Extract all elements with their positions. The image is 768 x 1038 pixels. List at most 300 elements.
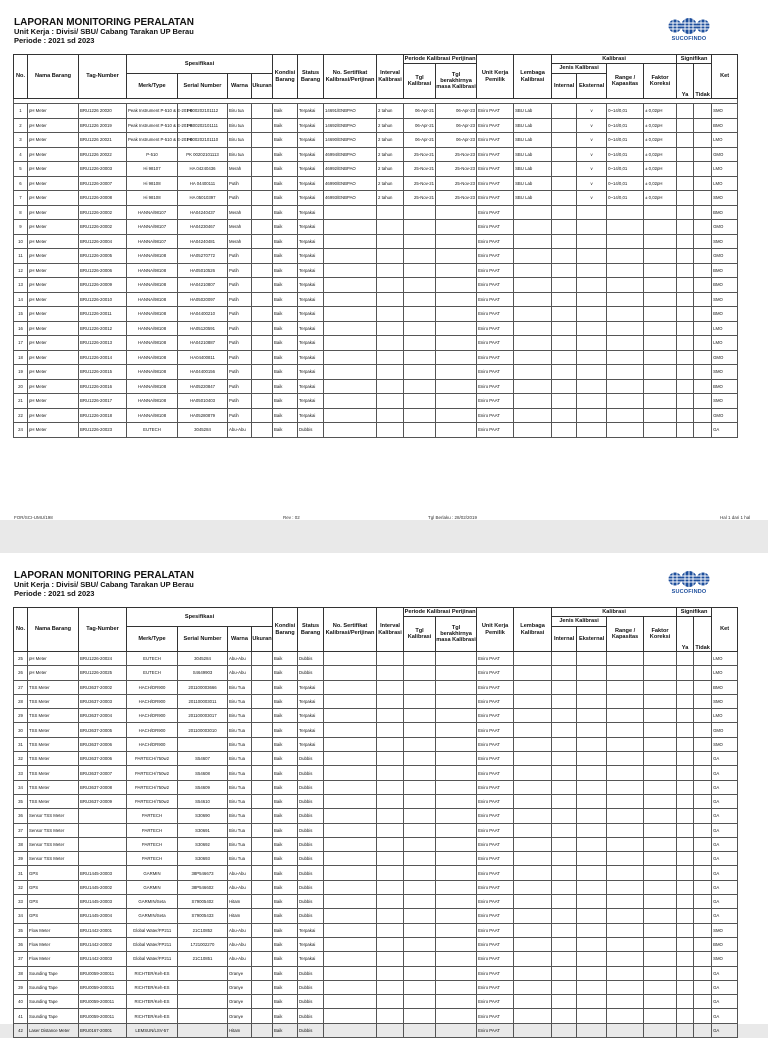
- cell-internal: [552, 752, 577, 766]
- cell-merk: RICHTER/Keh-ES: [127, 995, 178, 1009]
- col-ukuran: Ukuran: [252, 627, 273, 652]
- table-row: [14, 336, 738, 351]
- cell-internal: [552, 823, 577, 837]
- cell-serial: S30693: [178, 852, 228, 866]
- cell-tgl-berakhir: [436, 909, 477, 923]
- cell-ukuran: [252, 336, 273, 351]
- cell-range: [607, 652, 644, 666]
- cell-tag-number: BRU1226-20025: [79, 666, 127, 680]
- cell-no: 4: [14, 147, 28, 162]
- cell-sertifikat: [324, 909, 377, 923]
- cell-warna: Biru Tua: [228, 809, 252, 823]
- cell-tidak: [694, 205, 712, 220]
- cell-tgl-berakhir: [436, 394, 477, 409]
- cell-tgl-kalibrasi: [404, 680, 436, 694]
- cell-range: [607, 1009, 644, 1023]
- cell-ukuran: [252, 147, 273, 162]
- cell-tgl-berakhir: [436, 278, 477, 293]
- cell-ya: [677, 694, 694, 708]
- cell-warna: Oranye: [228, 995, 252, 1009]
- cell-ya: [677, 205, 694, 220]
- cell-sertifikat: [324, 652, 377, 666]
- cell-merk: LEMSUN/LSV-57: [127, 1023, 178, 1037]
- cell-lembaga: [514, 307, 552, 322]
- cell-serial: 21C10852: [178, 923, 228, 937]
- cell-merk: HANNA/98107: [127, 234, 178, 249]
- cell-kondisi: Baik: [273, 852, 298, 866]
- cell-faktor: [644, 766, 677, 780]
- cell-faktor: [644, 995, 677, 1009]
- cell-no: 12: [14, 263, 28, 278]
- cell-nama-barang: Flow Meter: [28, 923, 79, 937]
- cell-tgl-kalibrasi: [404, 350, 436, 365]
- cell-internal: [552, 923, 577, 937]
- cell-warna: Putih: [228, 321, 252, 336]
- cell-warna: Hitam: [228, 895, 252, 909]
- cell-nama-barang: pH Meter: [28, 307, 79, 322]
- cell-serial: HA 04240436: [178, 162, 228, 177]
- cell-unit-pemilik: Eniro PAAT: [477, 923, 514, 937]
- cell-nama-barang: Sensor TSS Meter: [28, 837, 79, 851]
- cell-eksternal: [577, 852, 607, 866]
- cell-sertifikat: [324, 780, 377, 794]
- cell-merk: EUTECH: [127, 652, 178, 666]
- col-eksternal: Eksternal: [577, 74, 607, 99]
- cell-internal: [552, 809, 577, 823]
- cell-interval: [377, 737, 404, 751]
- cell-no: 28: [14, 694, 28, 708]
- cell-ket: GA: [712, 866, 738, 880]
- cell-sertifikat: [324, 249, 377, 264]
- cell-kondisi: Baik: [273, 966, 298, 980]
- cell-nama-barang: TSS Meter: [28, 752, 79, 766]
- cell-tidak: [694, 234, 712, 249]
- cell-tgl-kalibrasi: [404, 652, 436, 666]
- cell-interval: [377, 680, 404, 694]
- col-status: Status Barang: [298, 608, 324, 652]
- cell-status: Terpakai: [298, 191, 324, 206]
- table-row: [14, 995, 738, 1009]
- cell-range: [607, 780, 644, 794]
- cell-ket: LMO: [712, 709, 738, 723]
- cell-ket: GMO: [712, 220, 738, 235]
- cell-interval: [377, 923, 404, 937]
- cell-warna: Putih: [228, 249, 252, 264]
- cell-interval: [377, 809, 404, 823]
- cell-lembaga: [514, 709, 552, 723]
- cell-interval: [377, 408, 404, 423]
- table-row: [14, 852, 738, 866]
- cell-lembaga: [514, 278, 552, 293]
- cell-ukuran: [252, 104, 273, 119]
- cell-range: [607, 937, 644, 951]
- cell-nama-barang: pH Meter: [28, 365, 79, 380]
- cell-nama-barang: TSS Meter: [28, 680, 79, 694]
- cell-unit-pemilik: Eniro PAAT: [477, 249, 514, 264]
- cell-sertifikat: [324, 752, 377, 766]
- cell-no: 24: [14, 423, 28, 438]
- cell-unit-pemilik: Eniro PAAT: [477, 133, 514, 148]
- cell-tgl-kalibrasi: [404, 336, 436, 351]
- cell-ya: [677, 1023, 694, 1037]
- col-signifikan: Signifikan: [677, 55, 712, 64]
- cell-tidak: [694, 809, 712, 823]
- cell-tgl-kalibrasi: [404, 394, 436, 409]
- cell-eksternal: [577, 652, 607, 666]
- cell-lembaga: [514, 1009, 552, 1023]
- cell-warna: Oranye: [228, 966, 252, 980]
- cell-eksternal: [577, 923, 607, 937]
- cell-ya: [677, 133, 694, 148]
- cell-interval: [377, 694, 404, 708]
- cell-tag-number: BRU1226-20023: [79, 423, 127, 438]
- cell-ket: LMO: [712, 652, 738, 666]
- cell-tgl-berakhir: [436, 866, 477, 880]
- cell-ket: GA: [712, 895, 738, 909]
- table-row: [14, 937, 738, 951]
- cell-internal: [552, 1009, 577, 1023]
- cell-no: 11: [14, 249, 28, 264]
- cell-nama-barang: pH Meter: [28, 350, 79, 365]
- cell-ukuran: [252, 118, 273, 133]
- cell-status: Terpakai: [298, 321, 324, 336]
- cell-status: Dubbis: [298, 794, 324, 808]
- cell-status: Terpakai: [298, 118, 324, 133]
- cell-interval: [377, 780, 404, 794]
- cell-warna: Merah: [228, 234, 252, 249]
- cell-tgl-berakhir: [436, 823, 477, 837]
- cell-lembaga: [514, 937, 552, 951]
- cell-serial: 3045284: [178, 652, 228, 666]
- table-row: [14, 176, 738, 191]
- cell-warna: Putih: [228, 350, 252, 365]
- cell-eksternal: [577, 937, 607, 951]
- cell-warna: Biru Tua: [228, 694, 252, 708]
- cell-warna: Biru Tua: [228, 752, 252, 766]
- cell-unit-pemilik: Eniro PAAT: [477, 234, 514, 249]
- cell-nama-barang: pH Meter: [28, 191, 79, 206]
- cell-unit-pemilik: Eniro PAAT: [477, 794, 514, 808]
- cell-lembaga: [514, 766, 552, 780]
- cell-tidak: [694, 995, 712, 1009]
- cell-tgl-kalibrasi: [404, 205, 436, 220]
- cell-unit-pemilik: Eniro PAAT: [477, 766, 514, 780]
- cell-tgl-kalibrasi: [404, 263, 436, 278]
- cell-tgl-berakhir: [436, 980, 477, 994]
- cell-serial: 1721002270: [178, 937, 228, 951]
- cell-tidak: [694, 666, 712, 680]
- cell-tgl-kalibrasi: [404, 794, 436, 808]
- cell-merk: GARMIN: [127, 866, 178, 880]
- cell-interval: [377, 895, 404, 909]
- cell-unit-pemilik: Eniro PAAT: [477, 104, 514, 119]
- cell-no: 6: [14, 176, 28, 191]
- col-lembaga: Lembaga Kalibrasi: [514, 608, 552, 652]
- cell-ukuran: [252, 852, 273, 866]
- cell-merk: HANNA/98108: [127, 292, 178, 307]
- cell-internal: [552, 278, 577, 293]
- col-merk: Merk/Type: [127, 627, 178, 652]
- cell-ket: SMO: [712, 234, 738, 249]
- cell-interval: [377, 666, 404, 680]
- cell-eksternal: [577, 234, 607, 249]
- cell-ket: BMO: [712, 937, 738, 951]
- cell-tgl-berakhir: 06-Apr-23: [436, 118, 477, 133]
- cell-lembaga: [514, 780, 552, 794]
- cell-internal: [552, 220, 577, 235]
- cell-internal: [552, 394, 577, 409]
- cell-tgl-berakhir: [436, 336, 477, 351]
- cell-nama-barang: Flow Meter: [28, 952, 79, 966]
- cell-nama-barang: pH Meter: [28, 423, 79, 438]
- cell-tidak: [694, 162, 712, 177]
- cell-eksternal: v: [577, 162, 607, 177]
- table-row: [14, 694, 738, 708]
- col-ket: Ket: [712, 55, 738, 99]
- cell-ukuran: [252, 837, 273, 851]
- cell-tgl-kalibrasi: [404, 220, 436, 235]
- cell-eksternal: [577, 336, 607, 351]
- cell-tag-number: BRU3637-20006: [79, 737, 127, 751]
- cell-status: Dubbis: [298, 880, 324, 894]
- cell-serial: HA04400156: [178, 365, 228, 380]
- cell-lembaga: SBU Lab: [514, 118, 552, 133]
- table-row: [14, 809, 738, 823]
- cell-nama-barang: pH Meter: [28, 234, 79, 249]
- cell-tidak: [694, 278, 712, 293]
- table-row: [14, 652, 738, 666]
- cell-tag-number: [79, 809, 127, 823]
- cell-range: [607, 694, 644, 708]
- cell-lembaga: [514, 737, 552, 751]
- cell-tgl-berakhir: [436, 694, 477, 708]
- cell-ukuran: [252, 937, 273, 951]
- col-spesifikasi: Spesifikasi: [127, 55, 273, 74]
- cell-tag-number: BRU3637-20009: [79, 794, 127, 808]
- cell-ukuran: [252, 909, 273, 923]
- col-no: No.: [14, 55, 28, 99]
- cell-ukuran: [252, 895, 273, 909]
- cell-ket: LMO: [712, 133, 738, 148]
- globe-grid-logo-icon: [668, 17, 710, 35]
- cell-unit-pemilik: Eniro PAAT: [477, 336, 514, 351]
- cell-range: [607, 321, 644, 336]
- cell-ya: [677, 191, 694, 206]
- cell-tag-number: BRU1226-20012: [79, 321, 127, 336]
- table-row: [14, 162, 738, 177]
- report-page-2: [0, 553, 768, 1033]
- cell-sertifikat: [324, 278, 377, 293]
- cell-unit-pemilik: Eniro PAAT: [477, 191, 514, 206]
- col-internal: Internal: [552, 74, 577, 99]
- cell-ya: [677, 234, 694, 249]
- cell-tag-number: BRU1226-20009: [79, 278, 127, 293]
- table-row: [14, 321, 738, 336]
- footer-halaman: Hal 1 dari 1 hal: [720, 515, 751, 520]
- cell-tag-number: BRU1442-20002: [79, 937, 127, 951]
- cell-tgl-kalibrasi: [404, 980, 436, 994]
- cell-tidak: [694, 837, 712, 851]
- table-row: [14, 147, 738, 162]
- cell-internal: [552, 666, 577, 680]
- col-lembaga: Lembaga Kalibrasi: [514, 55, 552, 99]
- table-row: [14, 966, 738, 980]
- cell-tgl-berakhir: [436, 952, 477, 966]
- table-row: [14, 104, 738, 119]
- cell-tidak: [694, 952, 712, 966]
- cell-ket: GA: [712, 852, 738, 866]
- cell-ukuran: [252, 780, 273, 794]
- cell-eksternal: [577, 666, 607, 680]
- cell-tgl-berakhir: [436, 350, 477, 365]
- cell-lembaga: SBU Lab: [514, 176, 552, 191]
- cell-serial: HA04210807: [178, 278, 228, 293]
- cell-internal: [552, 379, 577, 394]
- cell-tidak: [694, 852, 712, 866]
- cell-status: Terpakai: [298, 336, 324, 351]
- cell-ukuran: [252, 263, 273, 278]
- unit-kerja-line: Unit Kerja : Divisi/ SBU/ Cabang Tarakan UP Berau: [14, 27, 194, 37]
- cell-kondisi: Baik: [273, 895, 298, 909]
- table-row: [14, 980, 738, 994]
- cell-ya: [677, 249, 694, 264]
- cell-sertifikat: [324, 408, 377, 423]
- cell-interval: [377, 752, 404, 766]
- cell-serial: [178, 1023, 228, 1037]
- cell-ket: LMO: [712, 666, 738, 680]
- cell-internal: [552, 191, 577, 206]
- cell-ket: SMO: [712, 952, 738, 966]
- cell-unit-pemilik: Eniro PAAT: [477, 694, 514, 708]
- cell-tgl-berakhir: [436, 895, 477, 909]
- cell-lembaga: [514, 336, 552, 351]
- cell-ket: LMO: [712, 176, 738, 191]
- cell-nama-barang: Laser Distance Meter: [28, 1023, 79, 1037]
- cell-ya: [677, 980, 694, 994]
- cell-ya: [677, 350, 694, 365]
- cell-unit-pemilik: Eniro PAAT: [477, 780, 514, 794]
- cell-range: [607, 1023, 644, 1037]
- cell-faktor: [644, 394, 677, 409]
- cell-warna: Biru Tua: [228, 680, 252, 694]
- cell-unit-pemilik: Eniro PAAT: [477, 866, 514, 880]
- cell-no: 16: [14, 321, 28, 336]
- cell-eksternal: [577, 680, 607, 694]
- cell-merk: P-510: [127, 147, 178, 162]
- cell-tgl-kalibrasi: [404, 923, 436, 937]
- cell-status: Terpakai: [298, 723, 324, 737]
- cell-ket: GA: [712, 980, 738, 994]
- cell-ket: GMO: [712, 147, 738, 162]
- cell-tidak: [694, 737, 712, 751]
- cell-unit-pemilik: Eniro PAAT: [477, 737, 514, 751]
- cell-tgl-berakhir: [436, 966, 477, 980]
- col-interval: Interval Kalibrasi: [377, 55, 404, 99]
- col-kondisi: Kondisi Barang: [273, 608, 298, 652]
- cell-eksternal: [577, 321, 607, 336]
- cell-faktor: [644, 423, 677, 438]
- cell-tag-number: BRU3637-20004: [79, 709, 127, 723]
- cell-tgl-kalibrasi: [404, 766, 436, 780]
- cell-merk: HANNA/98108: [127, 365, 178, 380]
- cell-range: [607, 307, 644, 322]
- cell-ya: [677, 666, 694, 680]
- cell-sertifikat: [324, 794, 377, 808]
- cell-merk: RICHTER/Keh-ES: [127, 1009, 178, 1023]
- cell-faktor: [644, 365, 677, 380]
- cell-serial: HA05220847: [178, 379, 228, 394]
- cell-tag-number: [79, 823, 127, 837]
- cell-tidak: [694, 966, 712, 980]
- cell-kondisi: Baik: [273, 408, 298, 423]
- cell-tag-number: BRU3637-20006: [79, 752, 127, 766]
- cell-ket: SMO: [712, 104, 738, 119]
- cell-nama-barang: pH Meter: [28, 666, 79, 680]
- cell-tgl-berakhir: [436, 680, 477, 694]
- cell-ket: GA: [712, 909, 738, 923]
- cell-ya: [677, 423, 694, 438]
- cell-ket: GA: [712, 1023, 738, 1037]
- cell-interval: [377, 379, 404, 394]
- cell-status: Terpakai: [298, 263, 324, 278]
- cell-eksternal: [577, 809, 607, 823]
- table-row: [14, 909, 738, 923]
- cell-warna: Putih: [228, 307, 252, 322]
- cell-ukuran: [252, 350, 273, 365]
- cell-ket: SMO: [712, 365, 738, 380]
- cell-interval: [377, 234, 404, 249]
- cell-warna: Abu-Abu: [228, 423, 252, 438]
- table-row: [14, 205, 738, 220]
- cell-faktor: [644, 780, 677, 794]
- table-row: [14, 780, 738, 794]
- col-ya: Ya: [677, 64, 694, 99]
- cell-interval: [377, 292, 404, 307]
- cell-no: 18: [14, 350, 28, 365]
- cell-lembaga: SBU Lab: [514, 147, 552, 162]
- cell-kondisi: Baik: [273, 162, 298, 177]
- cell-sertifikat: 14692/ENBPAO: [324, 118, 377, 133]
- cell-sertifikat: [324, 823, 377, 837]
- table-row: [14, 118, 738, 133]
- cell-ya: [677, 162, 694, 177]
- col-tag-number: Tag-Number: [79, 55, 127, 99]
- cell-merk: HACH/DR900: [127, 737, 178, 751]
- cell-status: Terpakai: [298, 923, 324, 937]
- cell-merk: PARTECH: [127, 809, 178, 823]
- cell-merk: HANNA/98108: [127, 350, 178, 365]
- table-row: [14, 234, 738, 249]
- cell-nama-barang: GPS: [28, 909, 79, 923]
- footer-form-code: FOR/SCI-UMU/198: [14, 515, 53, 520]
- cell-ya: [677, 278, 694, 293]
- cell-range: [607, 923, 644, 937]
- cell-faktor: [644, 408, 677, 423]
- cell-faktor: [644, 1009, 677, 1023]
- cell-tgl-kalibrasi: [404, 249, 436, 264]
- footer-tgl-berlaku: Tgl Berlaku : 28/02/2019: [428, 515, 478, 520]
- cell-warna: Merah: [228, 205, 252, 220]
- cell-sertifikat: [324, 205, 377, 220]
- cell-ukuran: [252, 694, 273, 708]
- cell-range: [607, 336, 644, 351]
- cell-kondisi: Baik: [273, 723, 298, 737]
- cell-eksternal: [577, 837, 607, 851]
- cell-ukuran: [252, 162, 273, 177]
- cell-eksternal: [577, 752, 607, 766]
- cell-merk: Hi 98108: [127, 191, 178, 206]
- cell-ukuran: [252, 220, 273, 235]
